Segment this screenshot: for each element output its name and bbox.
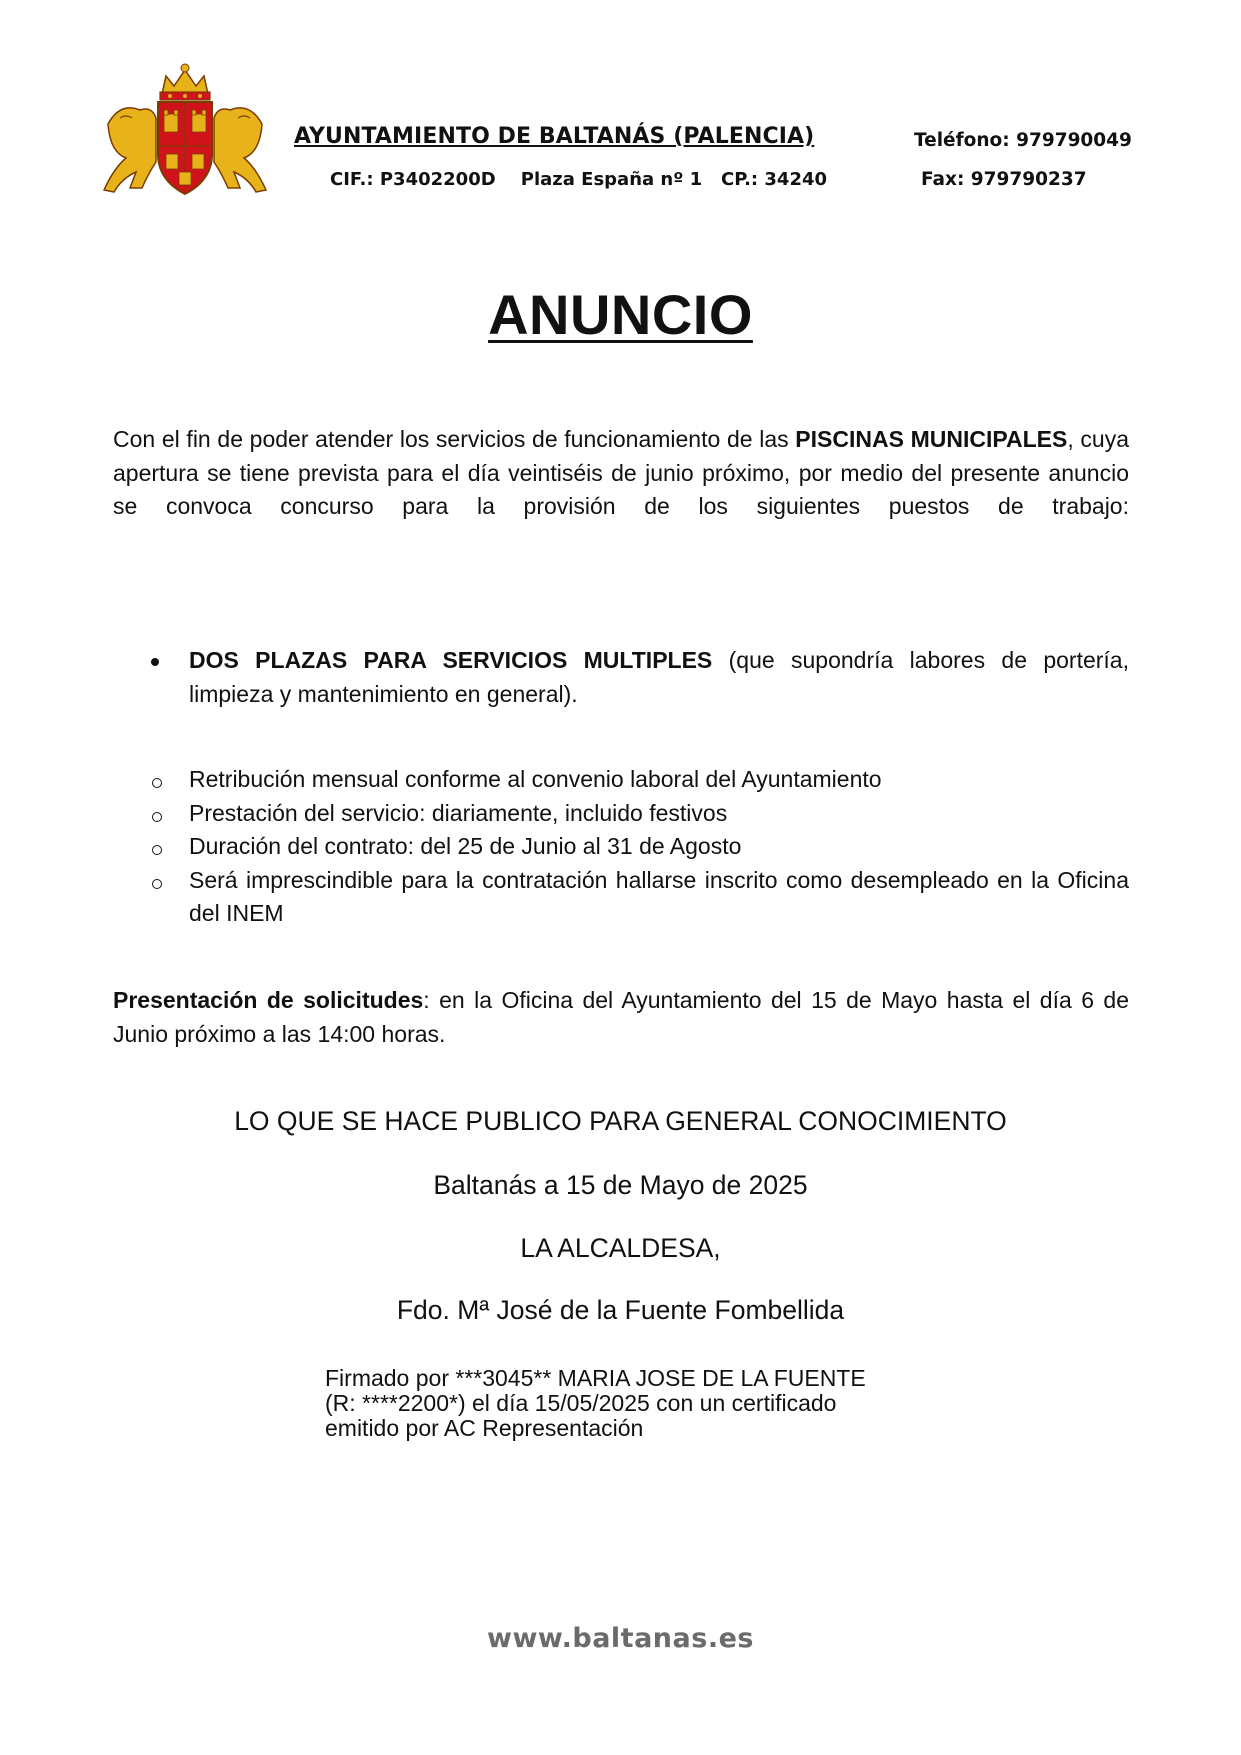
fax-number: Fax: 979790237 — [921, 169, 1087, 190]
list-item: Retribución mensual conforme al convenio laboral del Ayuntamiento — [113, 763, 1129, 797]
organization-identifiers — [330, 169, 827, 190]
coat-of-arms-icon — [100, 62, 270, 202]
bullet-icon — [151, 658, 159, 666]
pool-name: PISCINAS MUNICIPALES — [795, 426, 1068, 452]
applications-label: Presentación de solicitudes — [113, 987, 424, 1013]
position-title: DOS PLAZAS PARA SERVICIOS MULTIPLES — [189, 647, 713, 673]
website-link[interactable]: www.baltanas.es — [487, 1623, 754, 1654]
public-notice-line: LO QUE SE HACE PUBLICO PARA GENERAL CONOCIMIENTO — [234, 1106, 1007, 1136]
date-line: Baltanás a 15 de Mayo de 2025 — [433, 1170, 808, 1200]
circle-bullet-icon — [152, 879, 162, 889]
phone-number: Teléfono: 979790049 — [914, 130, 1132, 151]
position-list-item: DOS PLAZAS PARA SERVICIOS MULTIPLES (que supondría labores de portería, limpieza y mantenimiento en general). — [113, 644, 1129, 711]
signature-line-2: (R: ****2200*) el día 15/05/2025 con un certificado — [325, 1390, 837, 1416]
address: Plaza España nº 1 — [520, 169, 703, 190]
circle-bullet-icon — [152, 812, 162, 822]
list-item: Duración del contrato: del 25 de Junio al 31 de Agosto — [113, 830, 1129, 864]
signature-line-3: emitido por AC Representación — [325, 1415, 644, 1441]
signer-title: LA ALCALDESA, — [520, 1233, 721, 1263]
applications-paragraph: Presentación de solicitudes: en la Oficina del Ayuntamiento del 15 de Mayo hasta el día 6 de Junio próximo a las 14:00 horas. — [113, 987, 1129, 1047]
conditions-list — [113, 763, 1129, 931]
document-title: ANUNCIO — [488, 283, 753, 346]
signer-name: Fdo. Mª José de la Fuente Fombellida — [396, 1295, 845, 1325]
digital-signature-block — [325, 1366, 965, 1441]
signature-line-1: Firmado por ***3045** MARIA JOSE DE LA FUENTE — [325, 1365, 866, 1391]
organization-name: AYUNTAMIENTO DE BALTANÁS (PALENCIA) — [294, 124, 815, 149]
list-item: Será imprescindible para la contratación hallarse inscrito como desempleado en la Oficina del INEM — [113, 864, 1129, 931]
postal-code: CP.: 34240 — [721, 169, 828, 190]
circle-bullet-icon — [152, 845, 162, 855]
circle-bullet-icon — [152, 778, 162, 788]
intro-paragraph: Con el fin de poder atender los servicios de funcionamiento de las PISCINAS MUNICIPALES, cuya apertura se tiene prevista para el día veintiséis de junio próximo, por medio del presente anuncio se convoca concurso para la provisión de los siguientes puestos de trabajo: — [113, 426, 1129, 519]
cif: CIF.: P3402200D — [330, 169, 496, 190]
list-item: Prestación del servicio: diariamente, incluido festivos — [113, 797, 1129, 831]
